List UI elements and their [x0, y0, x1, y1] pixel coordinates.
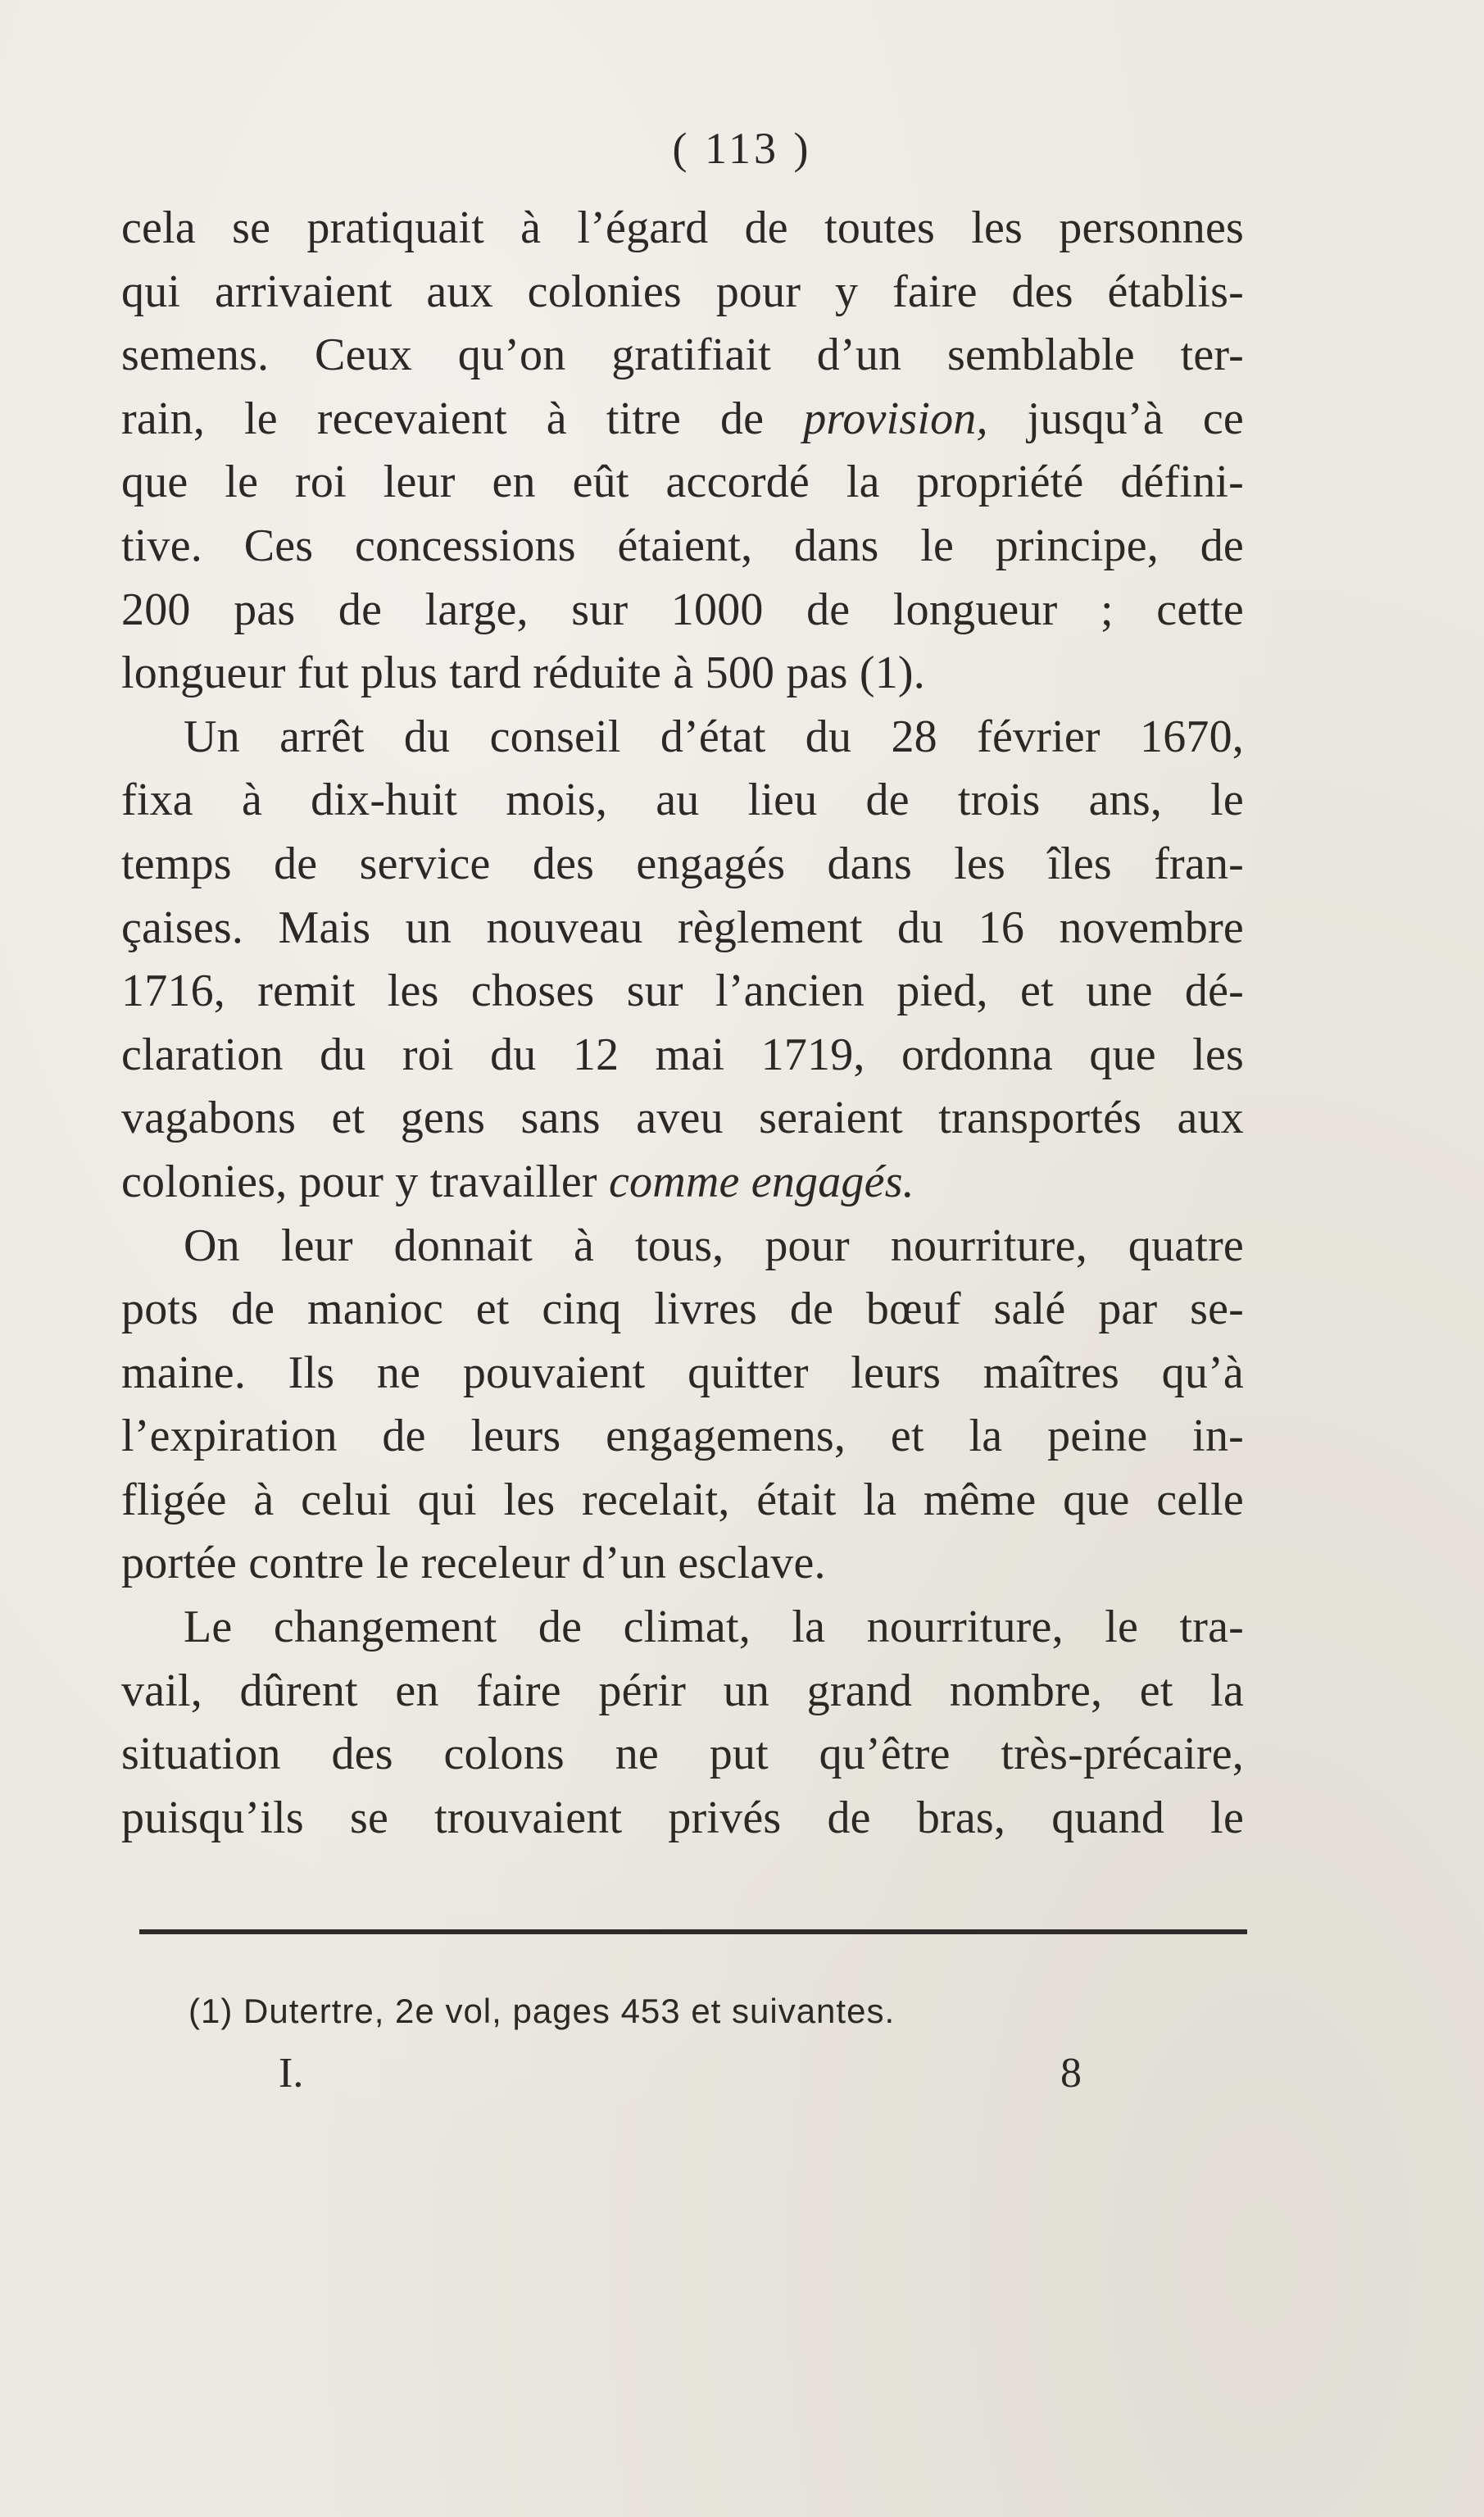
text-line: tive. Ces concessions étaient, dans le principe, de — [121, 520, 1244, 571]
text-line — [121, 1151, 1244, 1215]
footnote-separator — [139, 1929, 1247, 1934]
text-line: 200 pas de large, sur 1000 de longueur ; cette — [121, 584, 1244, 635]
text-line: situation des colons ne put qu’être très-précaire, — [121, 1729, 1244, 1780]
italic-word: provision, — [803, 393, 988, 444]
text-line: pots de manioc et cinq livres de bœuf salé par se- — [121, 1283, 1244, 1335]
text-line: vail, dûrent en faire périr un grand nombre, et la — [121, 1665, 1244, 1716]
text-line: çaises. Mais un nouveau règlement du 16 novembre — [121, 902, 1244, 953]
paragraph-start: Le changement de climat, la nourriture, le tra- — [184, 1602, 1244, 1653]
body-text — [121, 197, 1244, 1850]
text-line — [121, 388, 1244, 452]
text-segment: colonies, pour y travailler — [121, 1156, 597, 1207]
text-segment: rain, le recevaient à titre de — [121, 393, 765, 444]
text-line: fixa à dix-huit mois, au lieu de trois ans, le — [121, 775, 1244, 826]
signature-mark: I. — [279, 2050, 304, 2097]
italic-phrase: comme engagés. — [608, 1156, 914, 1207]
text-line: qui arrivaient aux colonies pour y faire des établis- — [121, 266, 1244, 317]
text-line: fligée à celui qui les recelait, était la même que celle — [121, 1474, 1244, 1525]
text-line: l’expiration de leurs engagemens, et la peine in- — [121, 1411, 1244, 1462]
text-line: maine. Ils ne pouvaient quitter leurs maîtres qu’à — [121, 1347, 1244, 1398]
footnote: (1) Dutertre, 2e vol, pages 453 et suivantes. — [188, 1992, 896, 2030]
text-line: que le roi leur en eût accordé la propriété défini- — [121, 457, 1244, 508]
text-line: claration du roi du 12 mai 1719, ordonna que les — [121, 1029, 1244, 1080]
sheet-number: 8 — [1060, 2050, 1082, 2097]
text-line: semens. Ceux qu’on gratifiait d’un semblable ter- — [121, 329, 1244, 381]
page-number: ( 113 ) — [672, 124, 812, 173]
paragraph-start: On leur donnait à tous, pour nourriture, quatre — [184, 1220, 1244, 1271]
text-line: cela se pratiquait à l’égard de toutes les personnes — [121, 202, 1244, 253]
text-line: 1716, remit les choses sur l’ancien pied, et une dé- — [121, 965, 1244, 1017]
paragraph-start: Un arrêt du conseil d’état du 28 février 1670, — [184, 711, 1244, 762]
text-line: portée contre le receleur d’un esclave. — [121, 1538, 826, 1589]
text-line: puisqu’ils se trouvaient privés de bras, quand le — [121, 1792, 1244, 1843]
text-line: vagabons et gens sans aveu seraient transportés aux — [121, 1093, 1244, 1144]
text-line: longueur fut plus tard réduite à 500 pas (1). — [121, 647, 925, 699]
text-line: temps de service des engagés dans les îles fran- — [121, 838, 1244, 889]
text-segment: jusqu’à ce — [1027, 393, 1244, 444]
